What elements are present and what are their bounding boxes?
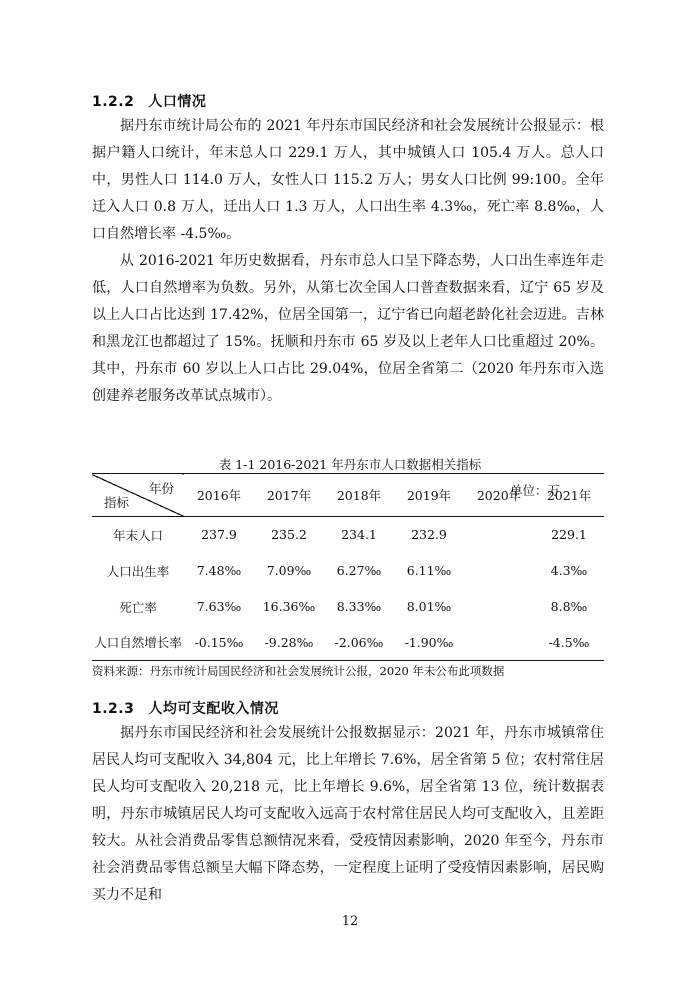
paragraph-population-overview: 据丹东市统计局公布的 2021 年丹东市国民经济和社会发展统计公报显示：根据户籍人口统计，年末总人口 229.1 万人，其中城镇人口 105.4 万人。总人口中，男性人口 114.0 万人，女性人口 115.2 万人；男女人口比例 99:100。全年迁入人口 0.8 万人，迁出人口 1.3 万人，人口出生率 4.3‰，死亡率 8.8‰，人口自然增长率 -4.5‰。 [92, 118, 604, 242]
table-cell [464, 517, 534, 553]
table-cell: 6.27‰ [336, 563, 382, 578]
table-unit: 单位：万 [510, 483, 561, 498]
table-cell: 237.9 [201, 527, 237, 543]
page-number: 12 [341, 914, 359, 929]
table-cell: -1.90‰ [394, 625, 464, 661]
section-heading-1-2-2 [92, 91, 206, 111]
table-cell: -0.15‰ [184, 625, 254, 661]
section-number: 1.2.2 [92, 94, 135, 110]
table-cell [464, 553, 534, 589]
table-cell: 229.1 [551, 527, 587, 543]
table-row [92, 553, 604, 589]
table-cell: 4.3‰ [550, 563, 588, 578]
table-cell: 8.8‰ [550, 599, 588, 614]
paragraph-population-trend: 从 2016-2021 年历史数据看，丹东市总人口呈下降态势，人口出生率连年走低，人口自然增率为负数。另外，从第七次全国人口普查数据来看，辽宁 65 岁及以上人口占比达到 17.42%，位居全国第一，辽宁省已向超老龄化社会迈进。吉林和黑龙江也都超过了 15%。抚顺和丹东市 65 岁及以上老年人口比重超过 20%。其中，丹东市 60 岁以上人口占比 29.04%，位居全省第二（2020 年丹东市入选创建养老服务改革试点城市）。 [92, 253, 604, 404]
table-cell: 8.33‰ [336, 599, 382, 614]
table-cell: 8.01‰ [406, 599, 452, 614]
table-cell: 6.11‰ [406, 563, 452, 578]
table-header-row [92, 474, 604, 517]
population-table [92, 473, 604, 661]
year-header: 2016年 [184, 474, 254, 517]
table-cell: 7.48‰ [196, 563, 242, 578]
corner-indicator-label: 指标 [104, 495, 130, 510]
year-header: 2017年 [254, 474, 324, 517]
table-cell: 235.2 [271, 527, 307, 543]
table-cell: 7.09‰ [266, 563, 312, 578]
paragraph-income: 据丹东市国民经济和社会发展统计公报数据显示：2021 年，丹东市城镇常住居民人均可支配收入 34,804 元，比上年增长 7.6%，居全省第 5 位；农村常住居民人均可支配收入 20,218 元，比上年增长 9.6%，居全省第 13 位，统计数据表明，丹东市城镇居民人均可支配收入远高于农村常住居民人均可支配收入，且差距较大。从社会消费品零售总额情况来看，受疫情因素影响，2020 年至今，丹东市社会消费品零售总额呈大幅下降态势，一定程度上证明了受疫情因素影响，居民购买力不足和 [92, 725, 604, 903]
year-header: 2021年 [534, 474, 604, 517]
table-cell: -2.06‰ [324, 625, 394, 661]
section-number: 1.2.3 [92, 701, 135, 717]
table-cell: -4.5‰ [534, 625, 604, 661]
table-cell: 7.63‰ [196, 599, 242, 614]
table-cell: 234.1 [341, 527, 377, 543]
table-title: 表 1-1 2016-2021 年丹东市人口数据相关指标 [218, 457, 482, 472]
row-label: 人口出生率 [106, 563, 170, 579]
section-title: 人口情况 [148, 94, 207, 110]
year-header: 2018年 [324, 474, 394, 517]
table-source-note: 资料来源：丹东市统计局国民经济和社会发展统计公报，2020 年未公布此项数据 [92, 664, 505, 678]
row-label: 人口自然增长率 [92, 625, 184, 661]
year-header: 2019年 [394, 474, 464, 517]
table-cell [464, 625, 534, 661]
table-row [92, 517, 604, 553]
table-row [92, 589, 604, 625]
section-heading-1-2-3 [92, 698, 279, 718]
table-cell: 16.36‰ [262, 599, 316, 614]
table-row [92, 625, 604, 661]
table-cell: -9.28‰ [254, 625, 324, 661]
year-header: 2020年 [464, 474, 534, 517]
table-cell: 232.9 [411, 527, 447, 543]
table-cell [464, 589, 534, 625]
row-label: 年末人口 [112, 527, 163, 543]
table-corner-cell [92, 474, 184, 517]
row-label: 死亡率 [119, 599, 157, 615]
section-title: 人均可支配收入情况 [148, 701, 279, 717]
corner-year-label: 年份 [148, 481, 174, 496]
